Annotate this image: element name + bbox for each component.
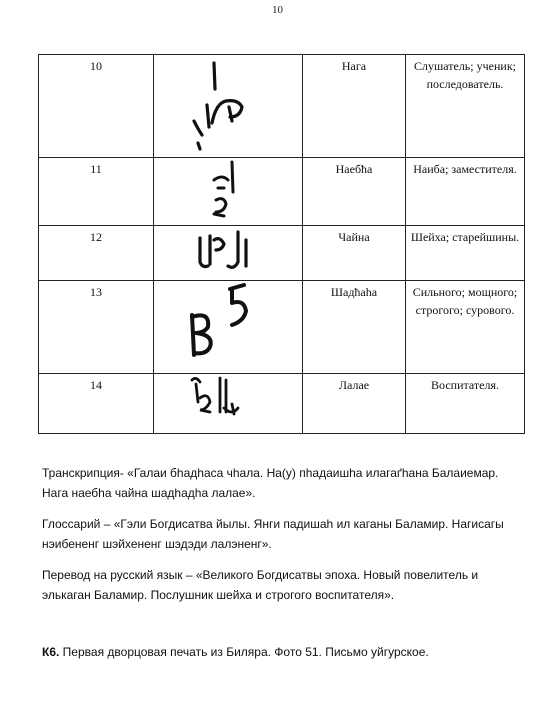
row-number: 13 (39, 281, 154, 374)
old-uyghur-glyph-chayna-icon (154, 226, 303, 281)
word-cell: Наебħа (303, 158, 406, 226)
word-cell: Чайна (303, 226, 406, 281)
translation-paragraph: Перевод на русский язык – «Великого Богдисатвы эпоха. Новый повелитель и элькаган Баламир. Послушник шейха и строгого воспитателя». (42, 568, 479, 602)
glossary-table (38, 54, 525, 434)
old-uyghur-glyph-shadhaha-icon (154, 281, 303, 374)
table-row (39, 158, 525, 226)
meaning-cell: Наиба; заместителя. (406, 158, 525, 226)
old-uyghur-glyph-naebha-icon (154, 158, 303, 226)
meaning-cell: Слушатель; ученик; последователь. (406, 55, 525, 158)
word-cell: Нага (303, 55, 406, 158)
figure-caption (42, 642, 522, 662)
old-uyghur-glyph-lalae-icon (154, 374, 303, 434)
row-number: 12 (39, 226, 154, 281)
page-number: 10 (272, 4, 283, 16)
old-uyghur-glyph-naga-icon (154, 55, 303, 158)
caption-label: К6. (42, 645, 60, 659)
row-number: 10 (39, 55, 154, 158)
table-row (39, 55, 525, 158)
meaning-cell: Сильного; мощного; строгого; сурового. (406, 281, 525, 374)
word-cell: Шадħаhа (303, 281, 406, 374)
meaning-cell: Шейха; старейшины. (406, 226, 525, 281)
meaning-cell: Воспитателя. (406, 374, 525, 434)
table-row (39, 281, 525, 374)
word-cell: Лалае (303, 374, 406, 434)
table-row (39, 226, 525, 281)
caption-text: Первая дворцовая печать из Биляра. Фото 51. Письмо уйгурское. (59, 645, 429, 659)
transcription-paragraph: Транскрипция- «Галаи бhадhаса чhала. На(у) пhадаишhа илагаґhана Балаиемар. Нага наебhа чайна шадhадhа лалае». (42, 466, 499, 500)
table-row (39, 374, 525, 434)
glossary-paragraph: Глоссарий – «Гэли Богдисатва йылы. Янги падишаh ил каганы Баламир. Нагисагы нэибененг шэйхененг шэдэди лалэненг». (42, 517, 504, 551)
row-number: 14 (39, 374, 154, 434)
row-number: 11 (39, 158, 154, 226)
